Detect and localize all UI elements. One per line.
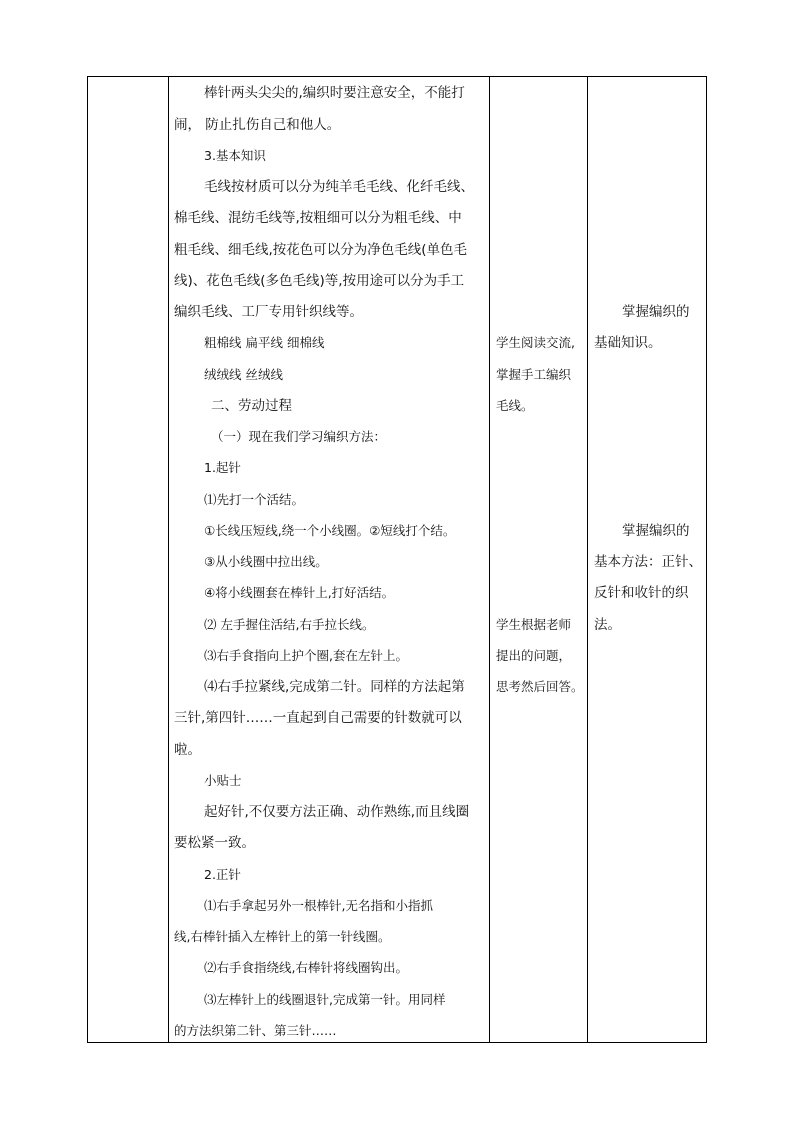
text-line: ⑵ 左手握住活结,右手拉长线。 (204, 617, 375, 632)
text-line: 掌握编织的 (622, 304, 690, 320)
text-line: 基础知识。 (594, 335, 662, 351)
text-line: ③从小线圈中拉出线。 (204, 554, 328, 569)
text-line: 思考然后回答。 (496, 679, 584, 694)
section-heading: 二、劳动过程 (211, 398, 292, 414)
text-line: ⑴右手拿起另外一根棒针,无名指和小指抓 (204, 898, 433, 913)
text-line: 闹， 防止扎伤自己和他人。 (174, 117, 341, 133)
lesson-table (87, 76, 707, 1043)
text-line: 毛线按材质可以分为纯羊毛毛线、化纤毛线、 (204, 179, 474, 195)
text-line: 学生根据老师 (496, 617, 572, 632)
text-line: 棉毛线、混纺毛线等,按粗细可以分为粗毛线、中 (174, 210, 462, 226)
text-line: 学生阅读交流, (496, 335, 575, 350)
text-line: 提出的问题， (496, 648, 572, 663)
text-line: ⑷右手拉紧线,完成第二针。同样的方法起第 (204, 679, 465, 695)
text-line: 绒绒线 丝绒线 (204, 367, 283, 382)
text-line: ④将小线圈套在棒针上,打好活结。 (204, 585, 395, 600)
text-line: 粗毛线、细毛线,按花色可以分为净色毛线(单色毛 (174, 242, 468, 258)
text-line: ⑶右手食指向上护个圈,套在左针上。 (204, 648, 408, 663)
text-line: 法。 (594, 617, 621, 633)
main-content-column (169, 77, 488, 1042)
text-line: 的方法织第二针、第三针…… (174, 1023, 337, 1038)
text-line: 基本方法：正针、 (594, 554, 702, 570)
section-heading: 小贴士 (204, 773, 242, 788)
text-line: ⑶左棒针上的线圈退针,完成第一针。用同样 (204, 992, 446, 1007)
text-line: 掌握编织的 (622, 523, 690, 539)
text-line: 要松紧一致。 (174, 835, 255, 851)
section-heading: 1.起针 (204, 460, 241, 475)
text-line: 起好针,不仅要方法正确、动作熟练,而且线圈 (204, 804, 470, 820)
text-line: 啦。 (174, 742, 201, 758)
section-heading: 2.正针 (204, 867, 241, 882)
text-line: （一）现在我们学习编织方法： (211, 429, 387, 444)
text-line: 棒针两头尖尖的,编织时要注意安全，不能打 (204, 85, 465, 101)
text-line: 毛线。 (496, 398, 534, 413)
student-activity-column (490, 77, 587, 1042)
text-line: 编织毛线、工厂专用针织线等。 (174, 304, 363, 320)
text-line: ⑵右手食指绕线,右棒针将线圈钩出。 (204, 960, 408, 975)
empty-first-column (88, 77, 168, 1042)
text-line: ①长线压短线,绕一个小线圈。②短线打个结。 (204, 523, 456, 538)
learning-goal-column (588, 77, 706, 1042)
text-line: 掌握手工编织 (496, 367, 572, 382)
text-line: 线)、花色毛线(多色毛线)等,按用途可以分为手工 (174, 273, 465, 289)
text-line: 线,右棒针插入左棒针上的第一针线圈。 (174, 929, 391, 944)
text-line: 粗棉线 扁平线 细棉线 (204, 335, 325, 350)
text-line: ⑴先打一个活结。 (204, 492, 305, 507)
text-line: 三针,第四针……一直起到自己需要的针数就可以 (174, 710, 462, 726)
text-line: 反针和收针的织 (594, 585, 689, 601)
section-heading: 3.基本知识 (204, 148, 266, 163)
